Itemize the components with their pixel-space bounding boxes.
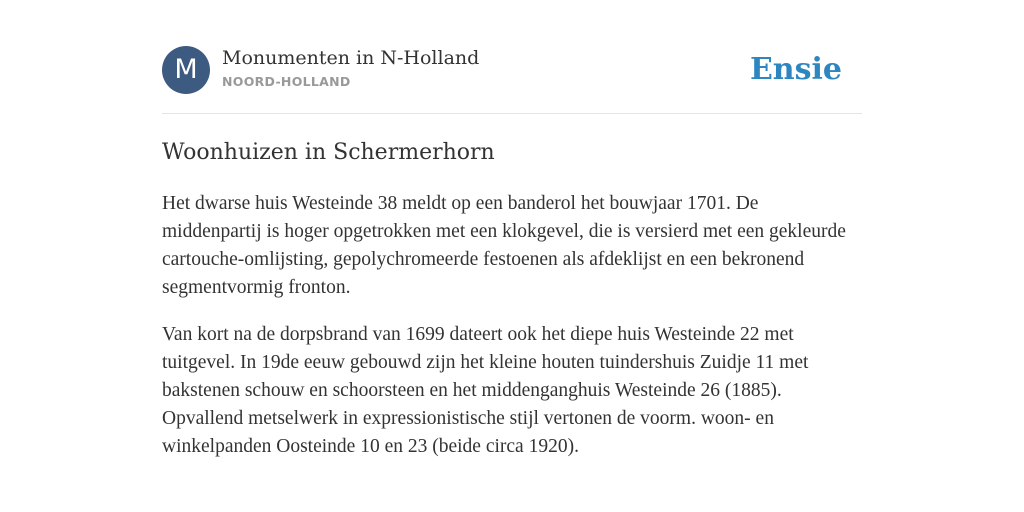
divider (162, 113, 862, 114)
brand-logo[interactable]: Ensie (749, 52, 842, 87)
header (162, 46, 862, 96)
source-subtitle: NOORD-HOLLAND (222, 74, 351, 89)
avatar[interactable]: M (162, 46, 210, 94)
source-title[interactable]: Monumenten in N-Holland (222, 47, 480, 69)
article-title: Woonhuizen in Schermerhorn (162, 140, 495, 165)
article-body (162, 190, 862, 480)
article-paragraph: Van kort na de dorpsbrand van 1699 dateert ook het diepe huis Westeinde 22 met tuitgevel. In 19de eeuw gebouwd zijn het kleine houten tuindershuis Zuidje 11 met bakstenen schouw en schoorsteen en het middenganghuis Westeinde 26 (1885). Opvallend metselwerk in expressionistische stijl vertonen de voorm. woon- en winkelpanden Oosteinde 10 en 23 (beide circa 1920). (162, 324, 809, 457)
article-paragraph: Het dwarse huis Westeinde 38 meldt op een banderol het bouwjaar 1701. De middenpartij is hoger opgetrokken met een klokgevel, die is versierd met een gekleurde cartouche-omlijsting, gepolychromeerde festoenen als afdeklijst en een bekronend segmentvormig fronton. (162, 193, 846, 298)
